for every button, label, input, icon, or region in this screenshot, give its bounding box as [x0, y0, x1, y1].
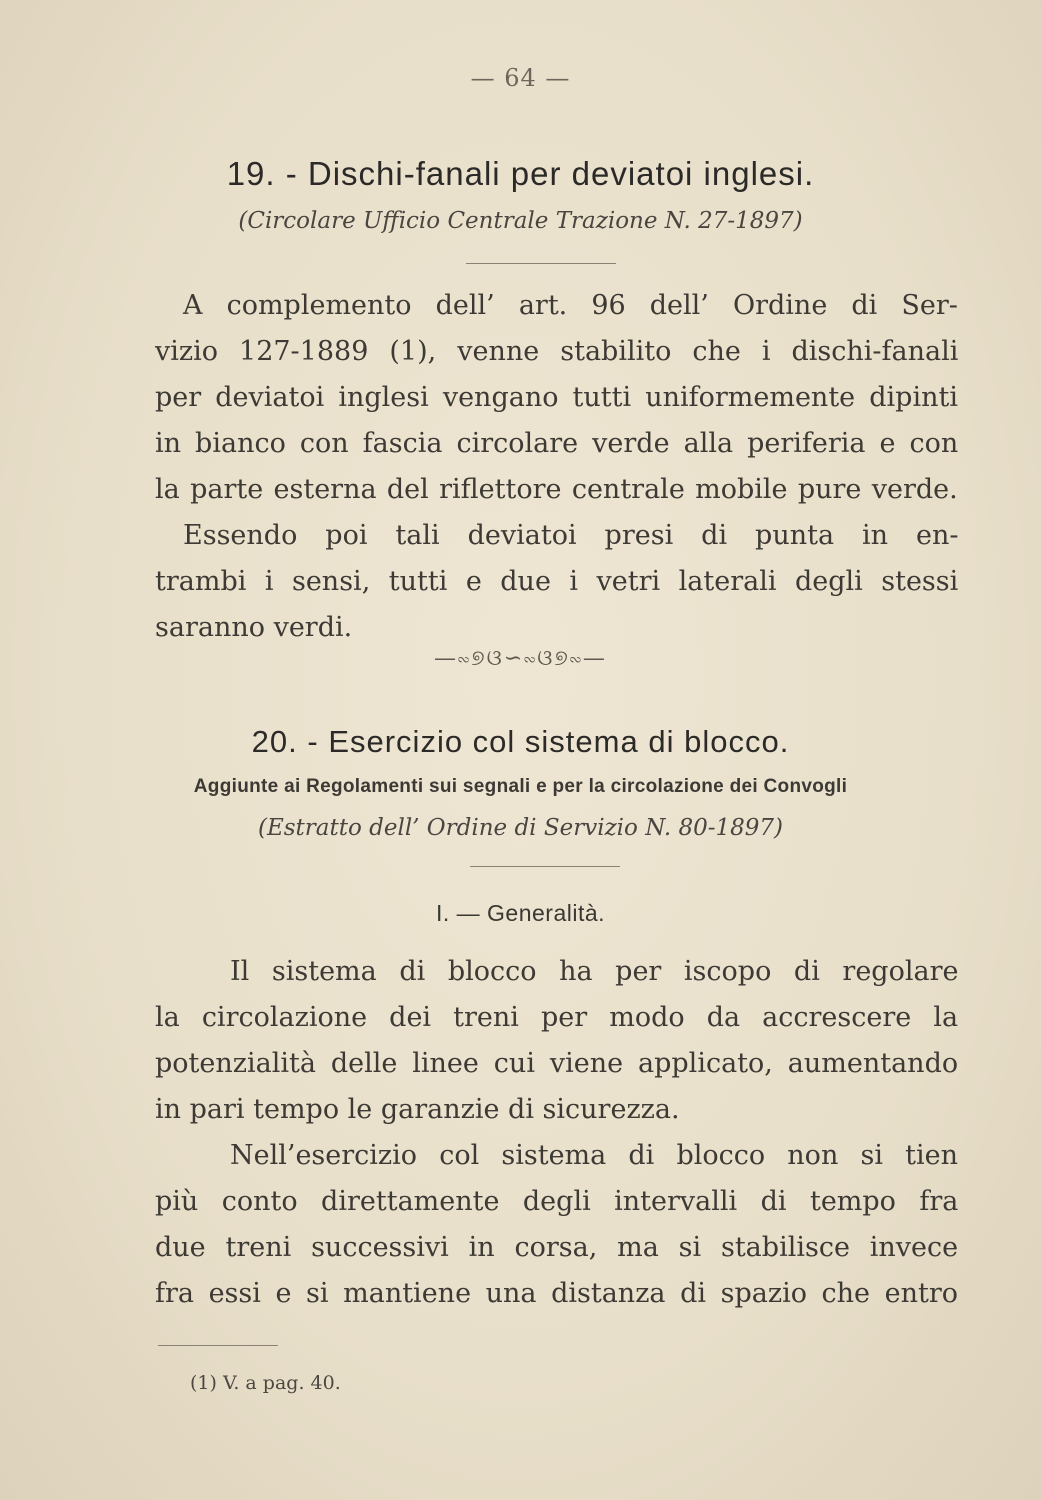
body-line: A complemento dell’ art. 96 dell’ Ordine di Ser- [183, 290, 958, 321]
body-line: fra essi e si mantiene una distanza di spazio che entro [155, 1278, 958, 1309]
section-20-reference: (Estratto dell’ Ordine di Servizio N. 80-1897) [257, 815, 784, 841]
body-line: Essendo poi tali deviatoi presi di punta in en- [183, 520, 959, 551]
ornament-divider: —∾୭ଓ∽∾ଓ୭∾— [434, 646, 607, 671]
body-line: in pari tempo le garanzie di sicurezza. [155, 1094, 680, 1125]
body-line: più conto direttamente degli intervalli di tempo fra [155, 1186, 959, 1217]
body-line: due treni successivi in corsa, ma si stabilisce invece [155, 1232, 959, 1263]
body-line: in bianco con fascia circolare verde alla periferia e con [155, 428, 959, 459]
section-20-title: 20. - Esercizio col sistema di blocco. [251, 724, 790, 759]
body-line: Il sistema di blocco ha per iscopo di regolare [230, 956, 959, 987]
body-line: la parte esterna del riflettore centrale mobile pure verde. [155, 474, 958, 505]
body-line: per deviatoi inglesi vengano tutti uniformemente dipinti [155, 382, 958, 413]
divider [470, 866, 620, 867]
body-line: potenzialità delle linee cui viene applicato, aumentando [155, 1048, 959, 1079]
divider [466, 263, 616, 264]
body-line: trambi i sensi, tutti e due i vetri laterali degli stessi [155, 566, 959, 597]
footnote: (1) V. a pag. 40. [190, 1372, 341, 1394]
body-line: la circolazione dei treni per modo da accrescere la [155, 1002, 959, 1033]
body-line: vizio 127-1889 (1), venne stabilito che i dischi-fanali [155, 336, 959, 367]
body-line: Nell’esercizio col sistema di blocco non si tien [230, 1140, 958, 1171]
section-19-reference: (Circolare Ufficio Centrale Trazione N. 27-1897) [238, 208, 803, 234]
section-19-title: 19. - Dischi-fanali per deviatoi inglesi. [226, 155, 815, 192]
page-number: — 64 — [470, 64, 571, 92]
footnote-rule [158, 1345, 278, 1346]
body-line: saranno verdi. [155, 612, 353, 643]
section-20-subtitle: Aggiunte ai Regolamenti sui segnali e per la circolazione dei Convogli [193, 776, 848, 797]
section-20-subheading: I. — Generalità. [435, 900, 606, 926]
